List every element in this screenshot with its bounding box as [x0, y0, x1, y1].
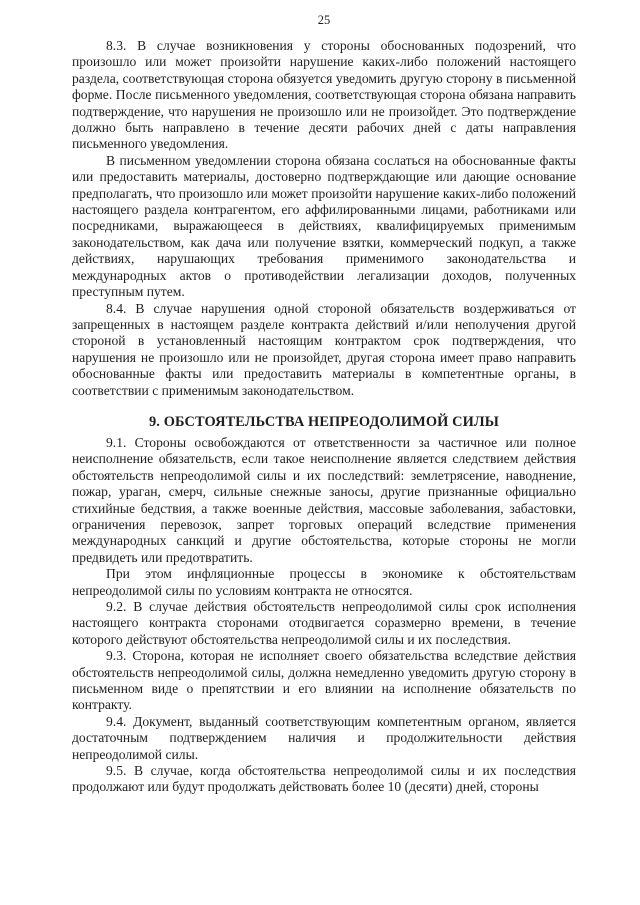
paragraph-8-4: 8.4. В случае нарушения одной стороной обязательств воздерживаться от запрещенных в настоящем разделе контракта действий и/или неполучения другой стороной в установленный настоящим контрактом срок подтверждения, что нарушения не произошло или не произойдет, другая сторона имеет право направить обоснованные факты или предоставить материалы в компетентные органы, в соответствии с применимым законодательством.: [72, 300, 576, 398]
paragraph-9-4: 9.4. Документ, выданный соответствующим компетентным органом, является достаточным подтверждением наличия и продолжительности действия непреодолимой силы.: [72, 713, 576, 762]
paragraph-9-3: 9.3. Сторона, которая не исполняет своего обязательства вследствие действия обстоятельств непреодолимой силы, должна немедленно уведомить другую сторону в письменном виде о препятствии и его влиянии на исполнение обязательств по контракту.: [72, 648, 576, 713]
paragraph-9-2: 9.2. В случае действия обстоятельств непреодолимой силы срок исполнения настоящего контракта сторонами отодвигается соразмерно времени, в течение которого действуют обстоятельства непреодолимой силы и их последствия.: [72, 599, 576, 647]
section-9: [72, 413, 576, 796]
paragraph-9-1-inflation: При этом инфляционные процессы в экономике к обстоятельствам непреодолимой силы по условиям контракта не относятся.: [72, 566, 576, 598]
paragraph-9-5: 9.5. В случае, когда обстоятельства непреодолимой силы и их последствия продолжают или будут продолжать действовать более 10 (десяти) дней, стороны: [72, 763, 576, 795]
section-9-heading: 9. ОБСТОЯТЕЛЬСТВА НЕПРЕОДОЛИМОЙ СИЛЫ: [149, 413, 499, 430]
paragraph-8-3: 8.3. В случае возникновения у стороны обоснованных подозрений, что произошло или может произойти нарушение каких-либо положений настоящего раздела, соответствующая сторона обязуется уведомить другую сторону в письменной форме. После письменного уведомления, соответствующая сторона обязана направить подтверждение, что нарушения не произошло или не произойдет. Это подтверждение должно быть направлено в течение десяти рабочих дней с даты направления письменного уведомления.: [72, 38, 576, 152]
paragraph-8-3-notice: В письменном уведомлении сторона обязана сослаться на обоснованные факты или предоставить материалы, достоверно подтверждающие или дающие основание предполагать, что произошло или может произойти нарушение каких-либо положений настоящего раздела контрагентом, его аффилированными лицами, работниками или посредниками, выражающееся в действиях, квалифицируемых применимым законодательством, как дача или получение взятки, коммерческий подкуп, а также действиях, нарушающих требования применимого законодательства и международных актов о противодействии легализации доходов, полученных преступным путем.: [72, 152, 576, 300]
page-number: 25: [317, 13, 331, 27]
paragraph-9-1: 9.1. Стороны освобождаются от ответственности за частичное или полное неисполнение обязательств, если такое неисполнение является следствием действия обстоятельств непреодолимой силы и их последствий: землетрясение, наводнение, пожар, ураган, смерч, сильные снежные заносы, другие признанные официально стихийные бедствия, а также военные действия, массовые заболевания, забастовки, ограничения перевозок, запрет торговых операций вследствие применения международных санкций и другие обстоятельства, которые стороны не могли предвидеть или предотвратить.: [72, 434, 576, 565]
section-8-continuation: [72, 38, 576, 399]
